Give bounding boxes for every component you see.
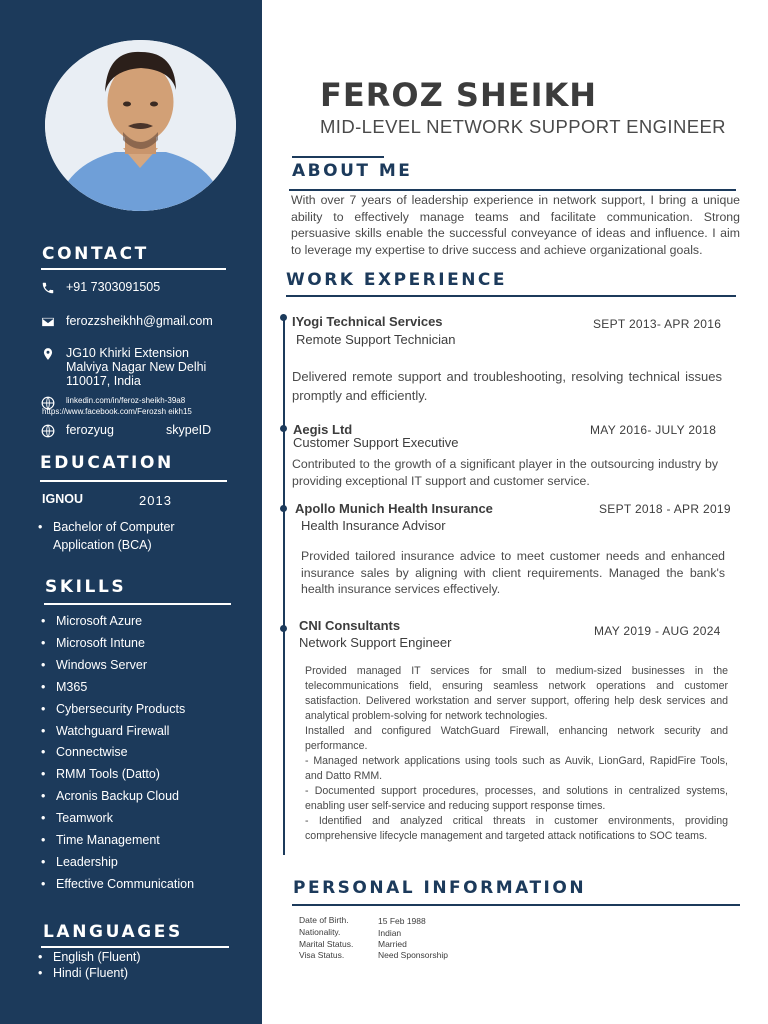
personal-heading: PERSONAL INFORMATION <box>293 878 587 898</box>
profile-photo-graphic <box>45 40 236 211</box>
skill-item: • Time Management <box>41 830 194 852</box>
skill-item: • Connectwise <box>41 742 194 764</box>
address-line-1: JG10 Khirki Extension <box>66 346 189 360</box>
skill-item: • Effective Communication <box>41 874 194 896</box>
job-position: Remote Support Technician <box>296 332 456 347</box>
candidate-role: MID-LEVEL NETWORK SUPPORT ENGINEER <box>320 116 726 137</box>
address-line-2: Malviya Nagar New Delhi <box>66 360 207 374</box>
skill-item: • Watchguard Firewall <box>41 721 194 743</box>
job-position: Network Support Engineer <box>299 635 452 650</box>
personal-label: Nationality. <box>299 927 341 937</box>
skype-label: skypeID <box>166 423 212 437</box>
timeline-dot <box>280 505 287 512</box>
education-divider <box>40 480 227 482</box>
email-text[interactable]: ferozzsheikhh@gmail.com <box>66 314 213 328</box>
about-top-rule <box>292 156 384 158</box>
job-company: Aegis Ltd <box>293 422 353 437</box>
sidebar <box>0 0 262 1024</box>
job-position: Health Insurance Advisor <box>301 518 446 533</box>
mail-icon <box>40 314 56 330</box>
skill-item: • Microsoft Intune <box>41 633 194 655</box>
job-dates: SEPT 2013- APR 2016 <box>593 317 722 331</box>
skills-heading: SKILLS <box>45 577 127 597</box>
timeline-dot <box>280 425 287 432</box>
contact-social <box>40 395 192 417</box>
job-company: Apollo Munich Health Insurance <box>295 501 493 516</box>
education-list <box>38 518 238 554</box>
job-description: Provided managed IT services for small to medium-sized businesses in the telecommunications field, ensuring seamless network operations and customer satisfaction. Delivered workstation and server support, offering help desk services and analytical problem-solving for network technologies. Installed and configured WatchGuard Firewall, enhancing network security and performance. - Managed network applications using tools such as Auvik, LionGard, RapidFire Tools, and Datto RMM. - Documented support procedures, processes, and solutions in centralized systems, enabling user self-service and reducing support response times. - Identified and analyzed critical threats in customer environments, providing comprehensive lifecycle management and targeted attack notifications to SOC teams. <box>305 665 728 842</box>
skill-item: • Cybersecurity Products <box>41 699 194 721</box>
location-icon <box>40 346 56 362</box>
languages-divider <box>41 946 229 948</box>
contact-skype <box>40 423 211 439</box>
contact-email <box>40 314 213 330</box>
facebook-link[interactable]: https://www.facebook.com/Ferozsh eikh15 <box>42 407 192 416</box>
skill-item: • Microsoft Azure <box>41 611 194 633</box>
contact-divider <box>41 268 226 270</box>
about-text: With over 7 years of leadership experience in network support, I bring a unique ability to effectively manage teams and facilitate communication. Strong persuasive skills enable the successful conveyance of ideas and influence. I aim to leverage my expertise to drive success and achieve organizational goals. <box>291 193 740 257</box>
language-item: • English (Fluent) <box>38 949 141 965</box>
linkedin-link[interactable]: linkedin.com/in/feroz-sheikh-39a8 <box>66 396 186 405</box>
contact-heading: CONTACT <box>42 244 149 264</box>
skill-item: • Acronis Backup Cloud <box>41 786 194 808</box>
language-item: • Hindi (Fluent) <box>38 965 141 981</box>
job-company: IYogi Technical Services <box>292 314 443 329</box>
phone-text[interactable]: +91 7303091505 <box>66 280 161 294</box>
job-dates: SEPT 2018 - APR 2019 <box>599 502 731 516</box>
education-heading: EDUCATION <box>40 453 174 473</box>
work-timeline <box>283 315 285 855</box>
timeline-dot <box>280 314 287 321</box>
personal-value: Married <box>378 939 407 949</box>
job-description: Delivered remote support and troubleshooting, resolving technical issues promptly and efficiently. <box>292 369 722 403</box>
job-position: Customer Support Executive <box>293 435 459 450</box>
skype-handle[interactable]: ferozyug <box>66 423 114 437</box>
social-links <box>42 395 192 417</box>
personal-value: Need Sponsorship <box>378 950 448 960</box>
contact-address <box>40 346 206 388</box>
personal-label: Visa Status. <box>299 950 345 960</box>
education-degree: • Bachelor of Computer Application (BCA) <box>38 518 238 554</box>
job-dates: MAY 2019 - AUG 2024 <box>594 624 721 638</box>
about-heading: ABOUT ME <box>292 161 413 181</box>
skill-item: • RMM Tools (Datto) <box>41 764 194 786</box>
profile-photo <box>45 40 236 211</box>
candidate-name: FEROZ SHEIKH <box>320 76 598 114</box>
job-dates: MAY 2016- JULY 2018 <box>590 423 717 437</box>
personal-divider <box>292 904 740 906</box>
work-heading: WORK EXPERIENCE <box>286 270 508 290</box>
skill-item: • Teamwork <box>41 808 194 830</box>
job-description: Provided tailored insurance advice to meet customer needs and enhanced insurance sales by aligning with client requirements. Managed the bank's health insurance services effectively. <box>301 549 725 596</box>
skills-list <box>41 611 194 896</box>
address-text <box>66 346 206 388</box>
timeline-dot <box>280 625 287 632</box>
languages-list <box>38 949 141 981</box>
education-year: 2013 <box>139 493 172 508</box>
personal-label: Marital Status. <box>299 939 354 949</box>
phone-icon <box>40 280 56 296</box>
languages-heading: LANGUAGES <box>43 922 183 942</box>
personal-value: 15 Feb 1988 <box>378 916 426 926</box>
contact-phone <box>40 280 160 296</box>
skill-item: • Leadership <box>41 852 194 874</box>
skills-divider <box>44 603 231 605</box>
globe-icon <box>40 423 56 439</box>
address-line-3: 110017, India <box>66 374 141 388</box>
job-description: Contributed to the growth of a significant player in the outsourcing industry by providing exceptional IT support and customer service. <box>292 457 718 488</box>
personal-label: Date of Birth. <box>299 915 349 925</box>
about-divider <box>289 189 736 191</box>
job-company: CNI Consultants <box>299 618 401 633</box>
work-divider <box>286 295 736 297</box>
skill-item: • M365 <box>41 677 194 699</box>
personal-value: Indian <box>378 928 402 938</box>
education-school: IGNOU <box>42 492 83 506</box>
skill-item: • Windows Server <box>41 655 194 677</box>
